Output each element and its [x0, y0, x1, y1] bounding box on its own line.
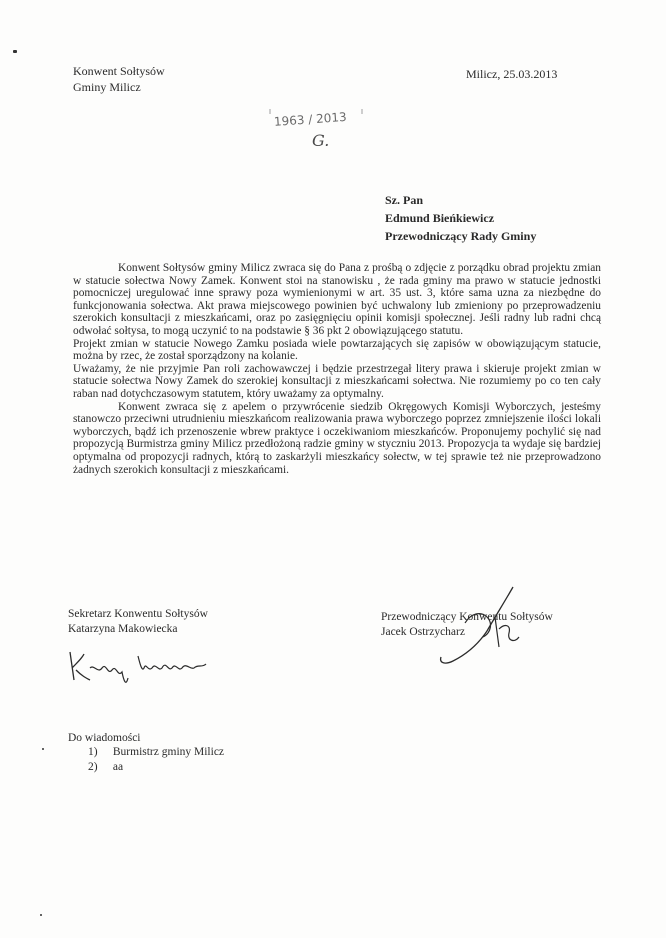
registration-initials: G.	[312, 131, 330, 150]
registration-stamp	[268, 106, 364, 152]
recipient-block	[385, 191, 536, 245]
cc-item-number: 1)	[88, 746, 98, 758]
signatory-left-role: Sekretarz Konwentu Sołtysów	[68, 608, 208, 620]
body-paragraph: Projekt zmian w statucie Nowego Zamku posiada wiele powtarzających się zapisów w obowiązującym statucie, można by rzec, że został sporządzony na kolanie.	[73, 337, 601, 363]
signature-left	[66, 638, 214, 686]
cc-item-text: aa	[112, 761, 124, 773]
cc-item	[88, 760, 224, 775]
recipient-title: Przewodniczący Rady Gminy	[385, 229, 537, 243]
body-paragraph: Konwent zwraca się z apelem o przywrócenie siedzib Okręgowych Komisji Wyborczych, jesteśmy stanowczo przeciwni utrudnieniu mieszkańcom realizowania prawa wyborczego poprzez zmniejszenie ilości lokali wyborczych, bądź ich przenoszenie wbrew praktyce i oczekiwaniom mieszkańców. Proponujemy pochylić się nad propozycją Burmistrza gminy Milicz przedłożoną radzie gminy w styczniu 2013. Propozycja ta wydaje się bardziej optymalna od propozycji radnych, którą to zaskarżyli mieszkańcy sołectw, w tej sprawie też nie przeprowadzono żadnych szerokich konsultacji z mieszkańcami.	[73, 400, 601, 476]
signatory-left	[68, 607, 208, 637]
cc-item	[88, 745, 224, 760]
sender-line-2: Gminy Milicz	[73, 80, 141, 94]
body-paragraph: Uważamy, że nie przyjmie Pan roli zachowawczej i będzie przestrzegał litery prawa i skieruje projekt zmian w statucie sołectwa Nowy Zamek do szerokiej konsultacji z mieszkańcami sołectwa. Nie rozumiemy po co ten cały raban nad dotychczasowym statutem, który uważamy za optymalny.	[73, 362, 601, 400]
signatory-right-role: Przewodniczący Konwentu Sołtysów	[381, 611, 553, 623]
place-date: Milicz, 25.03.2013	[466, 67, 558, 81]
recipient-name: Edmund Bieńkiewicz	[385, 211, 495, 225]
scan-speck	[13, 50, 17, 53]
signatory-left-name: Katarzyna Makowiecka	[68, 623, 178, 635]
scan-speck	[40, 914, 42, 916]
letter-body	[73, 262, 601, 476]
scan-speck	[42, 748, 44, 750]
sender-line-1: Konwent Sołtysów	[73, 64, 165, 78]
cc-item-text: Burmistrz gminy Milicz	[112, 746, 225, 758]
cc-title: Do wiadomości	[68, 732, 141, 744]
cc-item-number: 2)	[88, 761, 98, 773]
cc-list	[88, 745, 224, 775]
signature-right	[435, 583, 530, 668]
sender-block	[73, 63, 165, 95]
registration-number: 1963 / 2013	[273, 109, 348, 129]
signatory-right-name: Jacek Ostrzycharz	[381, 626, 465, 638]
body-paragraph: Konwent Sołtysów gminy Milicz zwraca się do Pana z prośbą o zdjęcie z porządku obrad projektu zmian w statucie sołectwa Nowy Zamek. Konwent stoi na stanowisku , że rada gminy ma prawo w statucie jednostki pomocniczej uregulować inne sprawy poza wymienionymi w art. 35 ust. 3, które sama uzna za niezbędne do funkcjonowania sołectwa. Akt prawa miejscowego powinien być uchwalony lub zmieniony po przeprowadzeniu szerokich konsultacji z mieszkańcami, oraz po zasięgnięciu opinii komisji społecznej. Jeśli radny lub radni chcą odwołać sołtysa, to mogą uczynić to na podstawie § 36 pkt 2 obowiązującego statutu.	[73, 262, 601, 337]
recipient-salutation: Sz. Pan	[385, 193, 424, 207]
